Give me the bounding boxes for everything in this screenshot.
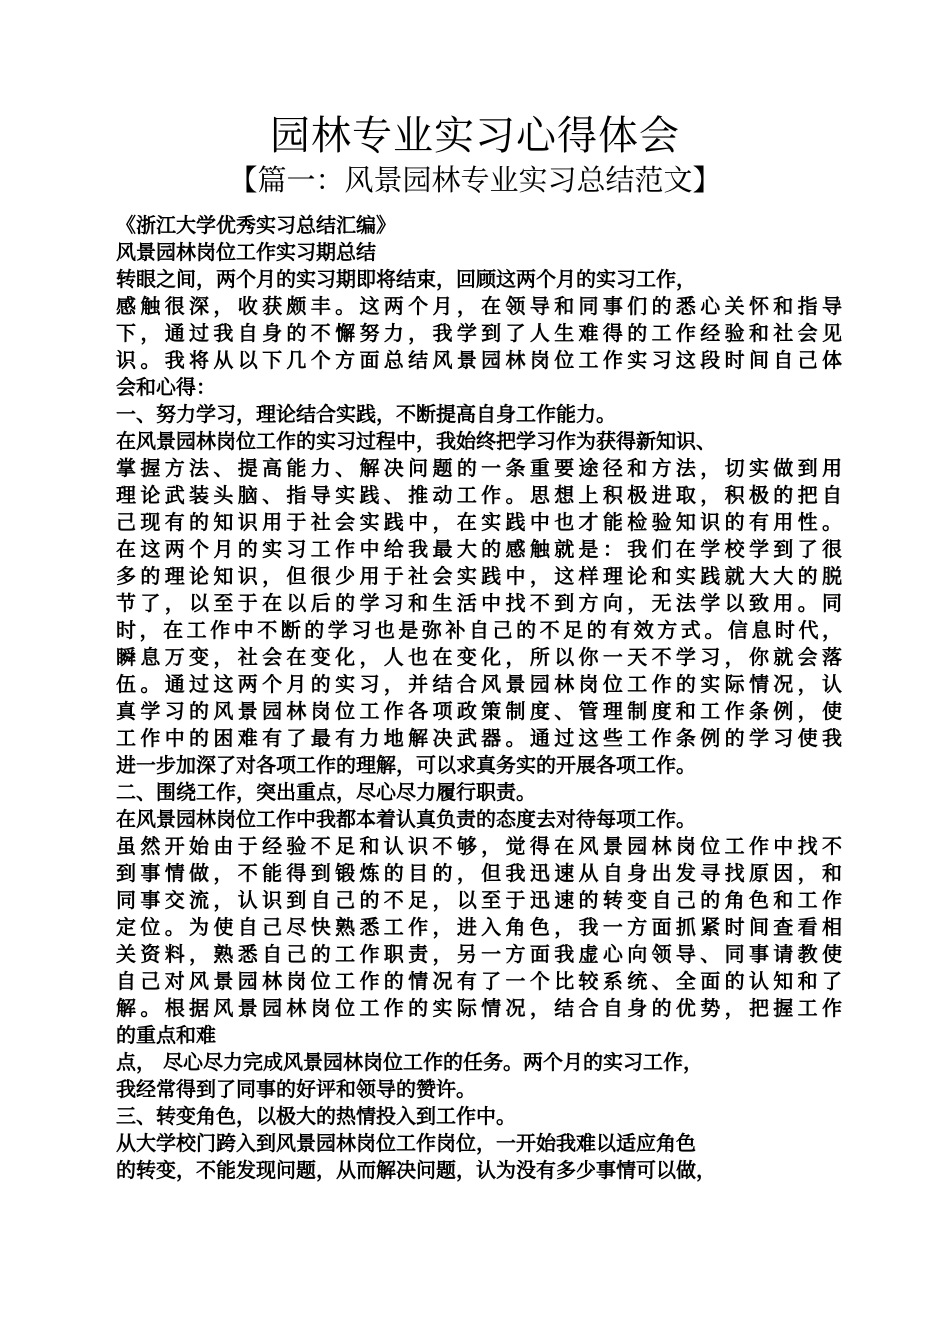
text-line: 从大学校门跨入到风景园林岗位工作岗位，一开始我难以适应角色 [116, 1131, 696, 1155]
text-line: 同事交流，认识到自己的不足，以至于迅速的转变自己的角色和工作 [116, 888, 842, 912]
text-line: 的重点和难 [116, 1023, 216, 1047]
text-line: 伍。通过这两个月的实习，并结合风景园林岗位工作的实际情况，认 [116, 672, 842, 696]
text-line: 会和心得： [116, 375, 216, 399]
document-title: 园林专业实习心得体会 [270, 113, 680, 159]
text-line: 瞬息万变，社会在变化，人也在变化，所以你一天不学习，你就会落 [116, 645, 842, 669]
text-line: 在风景园林岗位工作中我都本着认真负责的态度去对待每项工作。 [116, 807, 696, 831]
text-line: 虽然开始由于经验不足和认识不够，觉得在风景园林岗位工作中找不 [116, 834, 842, 858]
text-line: 《浙江大学优秀实习总结汇编》 [116, 213, 396, 237]
text-line: 风景园林岗位工作实习期总结 [116, 240, 376, 264]
text-line: 自己对风景园林岗位工作的情况有了一个比较系统、全面的认知和了 [116, 969, 842, 993]
text-line: 在这两个月的实习工作中给我最大的感触就是：我们在学校学到了很 [116, 537, 842, 561]
document-body [116, 212, 842, 1184]
text-line: 在风景园林岗位工作的实习过程中，我始终把学习作为获得新知识、 [116, 429, 716, 453]
text-line: 下，通过我自身的不懈努力，我学到了人生难得的工作经验和社会见 [116, 321, 842, 345]
text-line: 时，在工作中不断的学习也是弥补自己的不足的有效方式。信息时代， [116, 618, 842, 642]
text-line: 掌握方法、提高能力、解决问题的一条重要途径和方法，切实做到用 [116, 456, 842, 480]
text-line: 解。根据风景园林岗位工作的实际情况，结合自身的优势，把握工作 [116, 996, 842, 1020]
text-line: 的转变，不能发现问题，从而解决问题，认为没有多少事情可以做， [116, 1158, 716, 1182]
text-line: 一、努力学习，理论结合实践，不断提高自身工作能力。 [116, 402, 616, 426]
text-line: 己现有的知识用于社会实践中，在实践中也才能检验知识的有用性。 [116, 510, 842, 534]
text-line: 二、围绕工作，突出重点，尽心尽力履行职责。 [116, 780, 536, 804]
text-line: 三、转变角色，以极大的热情投入到工作中。 [116, 1104, 516, 1128]
text-line: 节了，以至于在以后的学习和生活中找不到方向，无法学以致用。同 [116, 591, 842, 615]
text-line: 进一步加深了对各项工作的理解，可以求真务实的开展各项工作。 [116, 753, 696, 777]
document-subtitle: 【篇一：风景园林专业实习总结范文】 [228, 163, 722, 197]
text-line: 工作中的困难有了最有力地解决武器。通过这些工作条例的学习使我 [116, 726, 842, 750]
text-line: 关资料，熟悉自己的工作职责，另一方面我虚心向领导、同事请教使 [116, 942, 842, 966]
text-line: 到事情做，不能得到锻炼的目的，但我迅速从自身出发寻找原因，和 [116, 861, 842, 885]
text-line: 真学习的风景园林岗位工作各项政策制度、管理制度和工作条例，使 [116, 699, 842, 723]
text-line: 转眼之间，两个月的实习期即将结束，回顾这两个月的实习工作， [116, 267, 696, 291]
text-line: 定位。为使自己尽快熟悉工作，进入角色，我一方面抓紧时间查看相 [116, 915, 842, 939]
text-line: 多的理论知识，但很少用于社会实践中，这样理论和实践就大大的脱 [116, 564, 842, 588]
text-line: 感触很深，收获颇丰。这两个月，在领导和同事们的悉心关怀和指导 [116, 294, 842, 318]
text-line: 识。我将从以下几个方面总结风景园林岗位工作实习这段时间自己体 [116, 348, 842, 372]
text-line: 我经常得到了同事的好评和领导的赞许。 [116, 1077, 476, 1101]
text-line: 理论武装头脑、指导实践、推动工作。思想上积极进取，积极的把自 [116, 483, 842, 507]
text-line: 点， 尽心尽力完成风景园林岗位工作的任务。两个月的实习工作， [116, 1050, 703, 1074]
